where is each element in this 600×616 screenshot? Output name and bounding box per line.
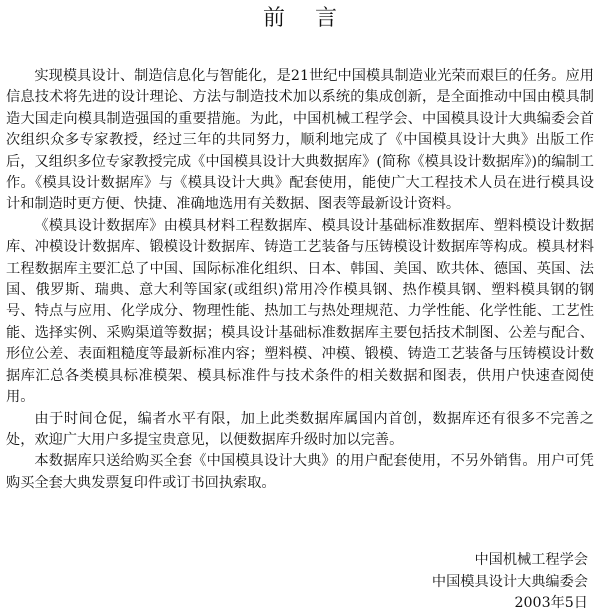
preface-body xyxy=(6,66,594,494)
signature-block xyxy=(432,550,588,615)
signature-date: 2003年5日 xyxy=(514,595,588,611)
paragraph-3: 由于时间仓促，编者水平有限，加上此类数据库属国内首创，数据库还有很多不完善之处，欢迎广大用户多提宝贵意见，以便数据库升级时加以完善。 xyxy=(6,410,594,448)
page-title: 前言 xyxy=(262,6,367,31)
paragraph-1: 实现模具设计、制造信息化与智能化，是21世纪中国模具制造业光荣而艰巨的任务。应用信息技术将先进的设计理论、方法与制造技术加以系统的集成创新，是全面推动中国由模具制造大国走向模具制造强国的重要措施。为此，中国机械工程学会、中国模具设计大典编委会首次组织众多专家教授，经过三年的共同努力，顺利地完成了《中国模具设计大典》出版工作后，又组织多位专家教授完成《中国模具设计大典数据库》(简称《模具设计数据库》)的编制工作。《模具设计数据库》与《模具设计大典》配套使用，能使广大工程技术人员在进行模具设计和制造时更方便、快捷、准确地选用有关数据、图表等最新设计资料。 xyxy=(6,68,594,213)
paragraph-2: 《模具设计数据库》由模具材料工程数据库、模具设计基础标准数据库、塑料模设计数据库、冲模设计数据库、锻模设计数据库、铸造工艺装备与压铸模设计数据库等构成。模具材料工程数据库主要汇总了中国、国际标准化组织、日本、韩国、美国、欧共体、德国、英国、法国、俄罗斯、瑞典、意大利等国家(或组织)常用冷作模具钢、热作模具钢、塑料模具钢的钢号、特点与应用、化学成分、物理性能、热加工与热处理规范、力学性能、化学性能、工艺性能、选择实例、采购渠道等数据；模具设计基础标准数据库主要包括技术制图、公差与配合、形位公差、表面粗糙度等最新标准内容；塑料模、冲模、锻模、铸造工艺装备与压铸模设计数据库汇总各类模具标准模架、模具标准件与技术条件的相关数据和图表，供用户快速查阅使用。 xyxy=(6,217,594,406)
signature-org-society: 中国机械工程学会 xyxy=(474,552,588,568)
paragraph-4: 本数据库只送给购买全套《中国模具设计大典》的用户配套使用，不另外销售。用户可凭购买全套大典发票复印件或订书回执索取。 xyxy=(6,453,594,491)
signature-org-committee: 中国模具设计大典编委会 xyxy=(431,573,588,590)
